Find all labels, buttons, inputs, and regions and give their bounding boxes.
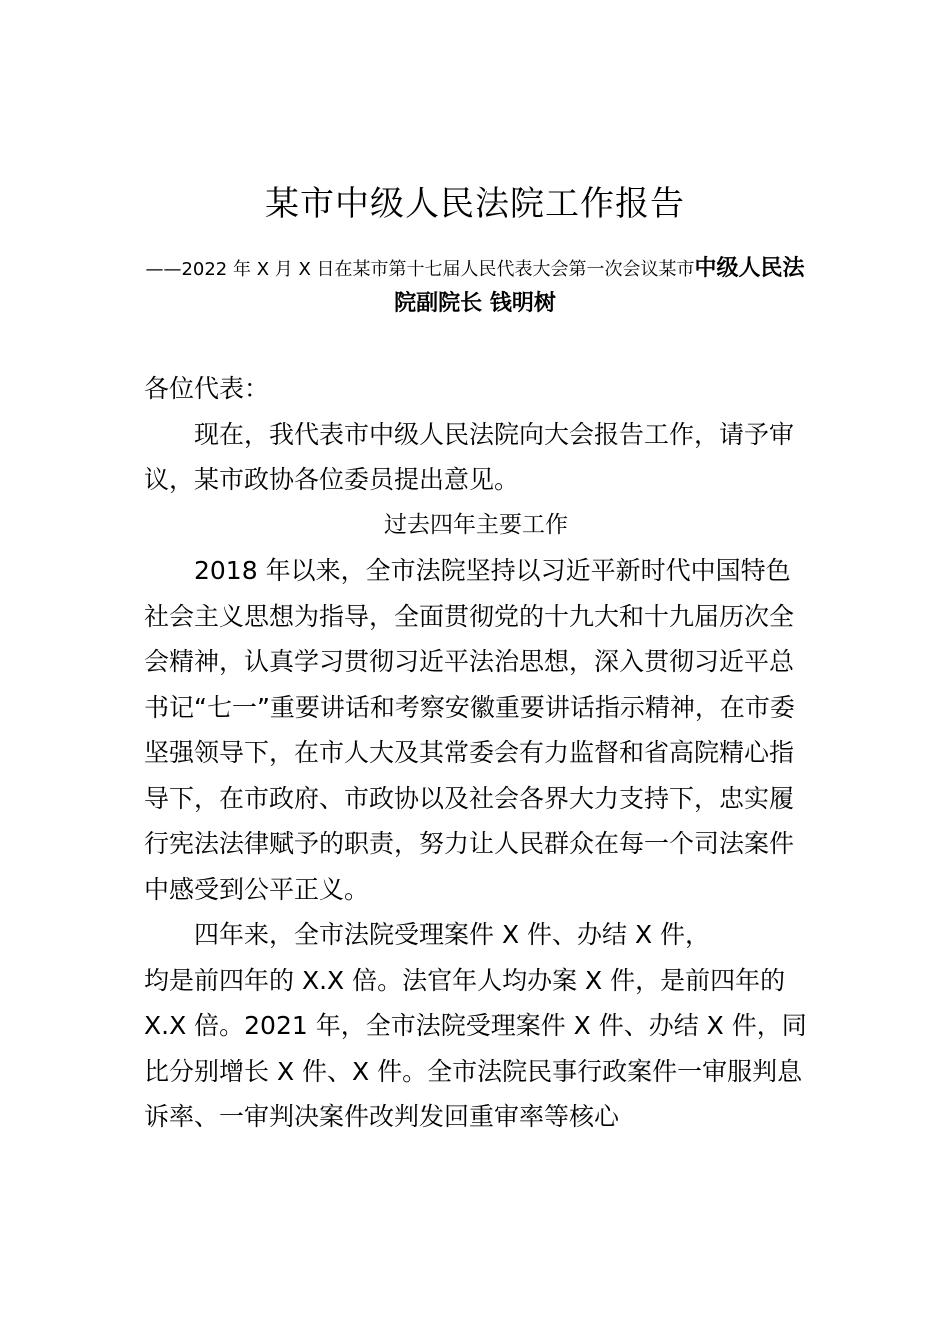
intro-paragraph: 现在，我代表市中级人民法院向大会报告工作，请予审议，某市政协各位委员提出意见。 [144,419,795,494]
section-paragraph-2: 四年来，全市法院受理案件 X 件、办结 X 件， [194,920,711,949]
greeting: 各位代表： [144,374,270,403]
section-heading: 过去四年主要工作 [384,511,568,538]
report-body [144,366,808,1140]
subtitle-bold-line2: 院副院长 钱明树 [394,291,556,316]
section-paragraph-3: 均是前四年的 X.X 倍。法官年人均办案 X 件，是前四年的 X.X 倍。2021 年，全市法院受理案件 X 件、办结 X 件，同比分别增长 X 件、X 件。全市法院民事行政案件一审服判息诉率、一审判决案件改判发回重审率等核心 [144,965,807,1131]
report-title: 某市中级人民法院工作报告 [265,183,685,224]
subtitle-plain: ——2022 年 X 月 X 日在某市第十七届人民代表大会第一次会议某市 [145,259,695,280]
section-paragraph-1: 2018 年以来，全市法院坚持以习近平新时代中国特色社会主义思想为指导，全面贯彻党的十九大和十九届历次全会精神，认真学习贯彻习近平法治思想，深入贯彻习近平总书记“七一”重要讲话和考察安徽重要讲话指示精神，在市委坚强领导下，在市人大及其常委会有力监督和省高院精心指导下，在市政府、市政协以及社会各界大力支持下，忠实履行宪法法律赋予的职责，努力让人民群众在每一个司法案件中感受到公平正义。 [144,556,795,904]
subtitle-bold-tail: 中级人民法 [694,256,805,281]
report-subtitle [140,252,810,322]
